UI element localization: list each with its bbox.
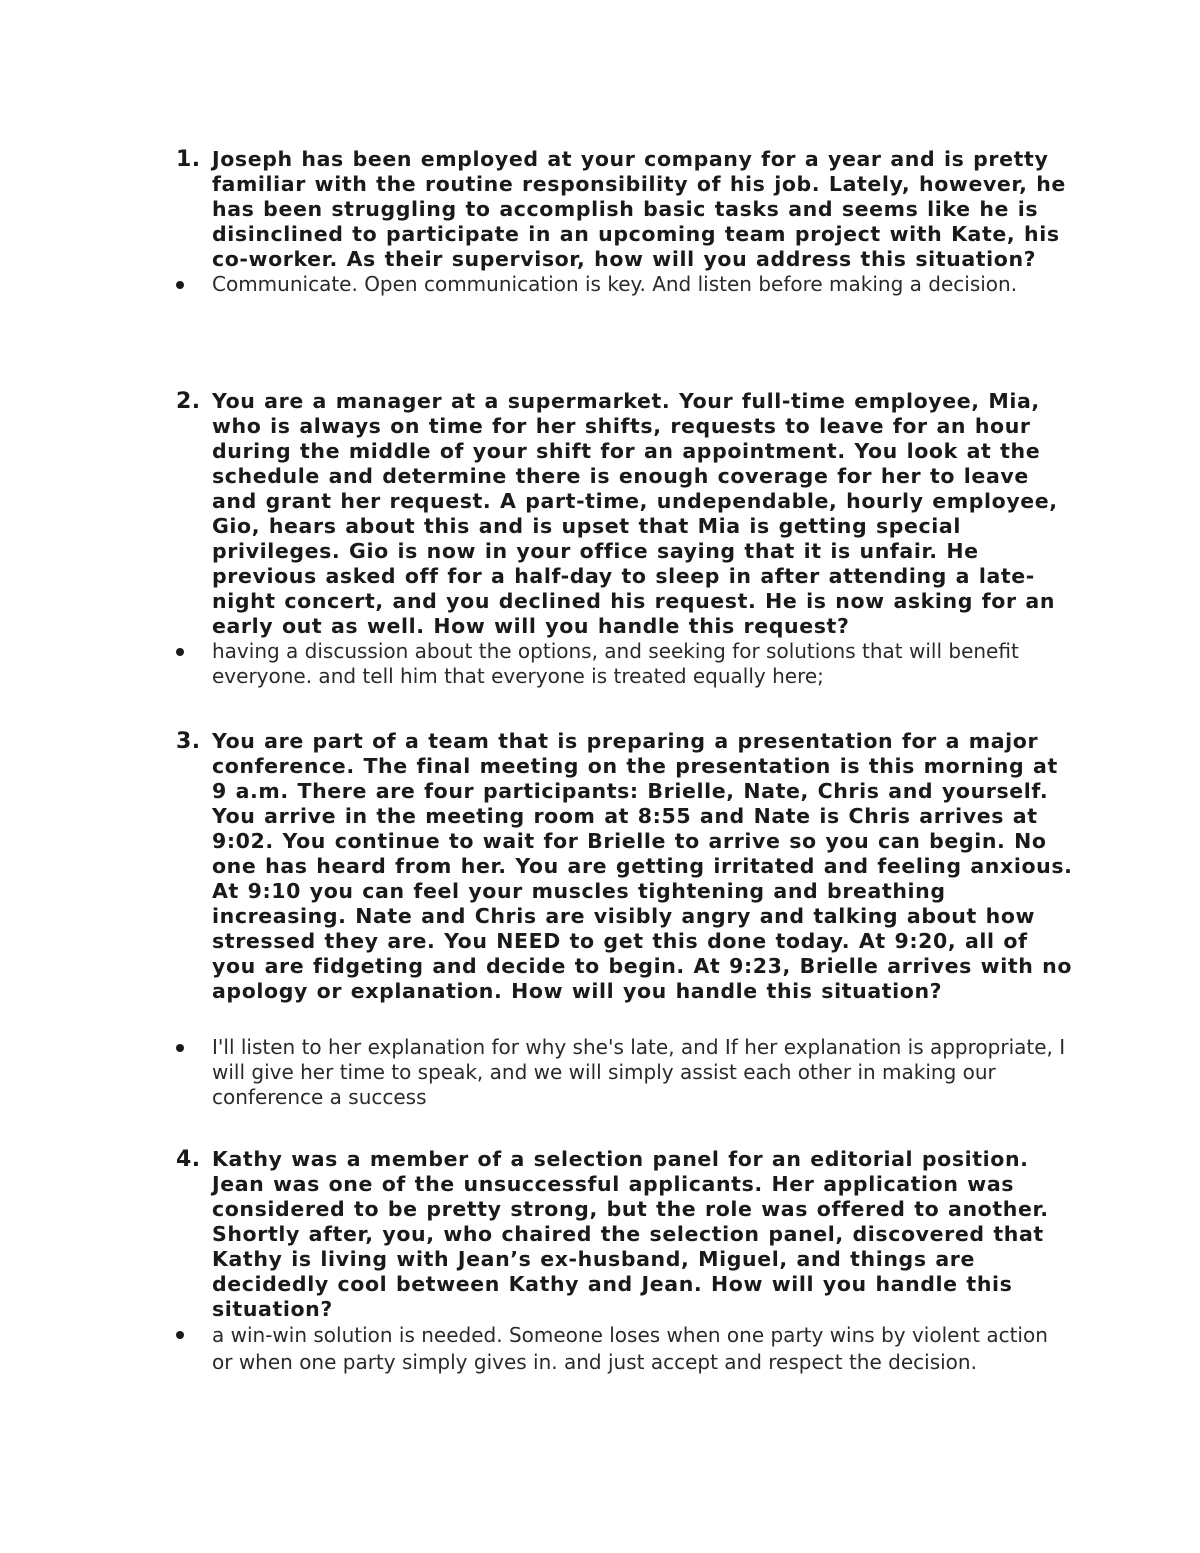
answer-3	[174, 1035, 1074, 1110]
answer-2	[174, 639, 1074, 689]
question-text: Kathy was a member of a selection panel for an editorial position. Jean was one of the unsuccessful applicants. Her application was considered to be pretty strong, but the role was offered to another. Shortly after, you, who chaired the selection panel, discovered that Kathy is living with Jean’s ex-husband, Miguel, and things are decidedly cool between Kathy and Jean. How will you handle this situation?	[212, 1147, 1049, 1321]
answer-1	[174, 272, 1074, 297]
answer-text: Communicate. Open communication is key. And listen before making a decision.	[212, 272, 1018, 296]
answer-text: having a discussion about the options, and seeking for solutions that will benefit everyone. and tell him that everyone is treated equally here;	[212, 639, 1019, 688]
bullet-icon	[176, 648, 184, 656]
question-block-2	[174, 389, 1074, 689]
answer-4	[174, 1322, 1074, 1376]
bullet-icon	[176, 1331, 184, 1339]
question-3	[174, 729, 1074, 1004]
bullet-icon	[176, 281, 184, 289]
bullet-icon	[176, 1044, 184, 1052]
question-number: 1.	[176, 147, 201, 172]
question-text: You are part of a team that is preparing a presentation for a major conference. The final meeting on the presentation is this morning at 9 a.m. There are four participants: Brielle, Nate, Chris and yourself. You arrive in the meeting room at 8:55 and Nate is Chris arrives at 9:02. You continue to wait for Brielle to arrive so you can begin. No one has heard from her. You are getting irritated and feeling anxious. At 9:10 you can feel your muscles tightening and breathing increasing. Nate and Chris are visibly angry and talking about how stressed they are. You NEED to get this done today. At 9:20, all of you are fidgeting and decide to begin. At 9:23, Brielle arrives with no apology or explanation. How will you handle this situation?	[212, 729, 1073, 1003]
question-number: 2.	[176, 389, 201, 414]
question-block-4	[174, 1147, 1074, 1376]
question-text: Joseph has been employed at your company for a year and is pretty familiar with the routine responsibility of his job. Lately, however, he has been struggling to accomplish basic tasks and seems like he is disinclined to participate in an upcoming team project with Kate, his co-worker. As their supervisor, how will you address this situation?	[212, 147, 1066, 271]
question-number: 4.	[176, 1147, 201, 1172]
answer-text: I'll listen to her explanation for why she's late, and If her explanation is appropriate, I will give her time to speak, and we will simply assist each other in making our conference a success	[212, 1035, 1066, 1109]
question-number: 3.	[176, 729, 201, 754]
question-1	[174, 147, 1074, 272]
question-2	[174, 389, 1074, 639]
answer-text: a win-win solution is needed. Someone loses when one party wins by violent action or when one party simply gives in. and just accept and respect the decision.	[212, 1323, 1048, 1374]
question-block-1	[174, 147, 1074, 297]
question-text: You are a manager at a supermarket. Your full-time employee, Mia, who is always on time for her shifts, requests to leave for an hour during the middle of your shift for an appointment. You look at the schedule and determine there is enough coverage for her to leave and grant her request. A part-time, undependable, hourly employee, Gio, hears about this and is upset that Mia is getting special privileges. Gio is now in your office saying that it is unfair. He previous asked off for a half-day to sleep in after attending a late-night concert, and you declined his request. He is now asking for an early out as well. How will you handle this request?	[212, 389, 1058, 638]
question-4	[174, 1147, 1074, 1322]
question-block-3	[174, 729, 1074, 1110]
